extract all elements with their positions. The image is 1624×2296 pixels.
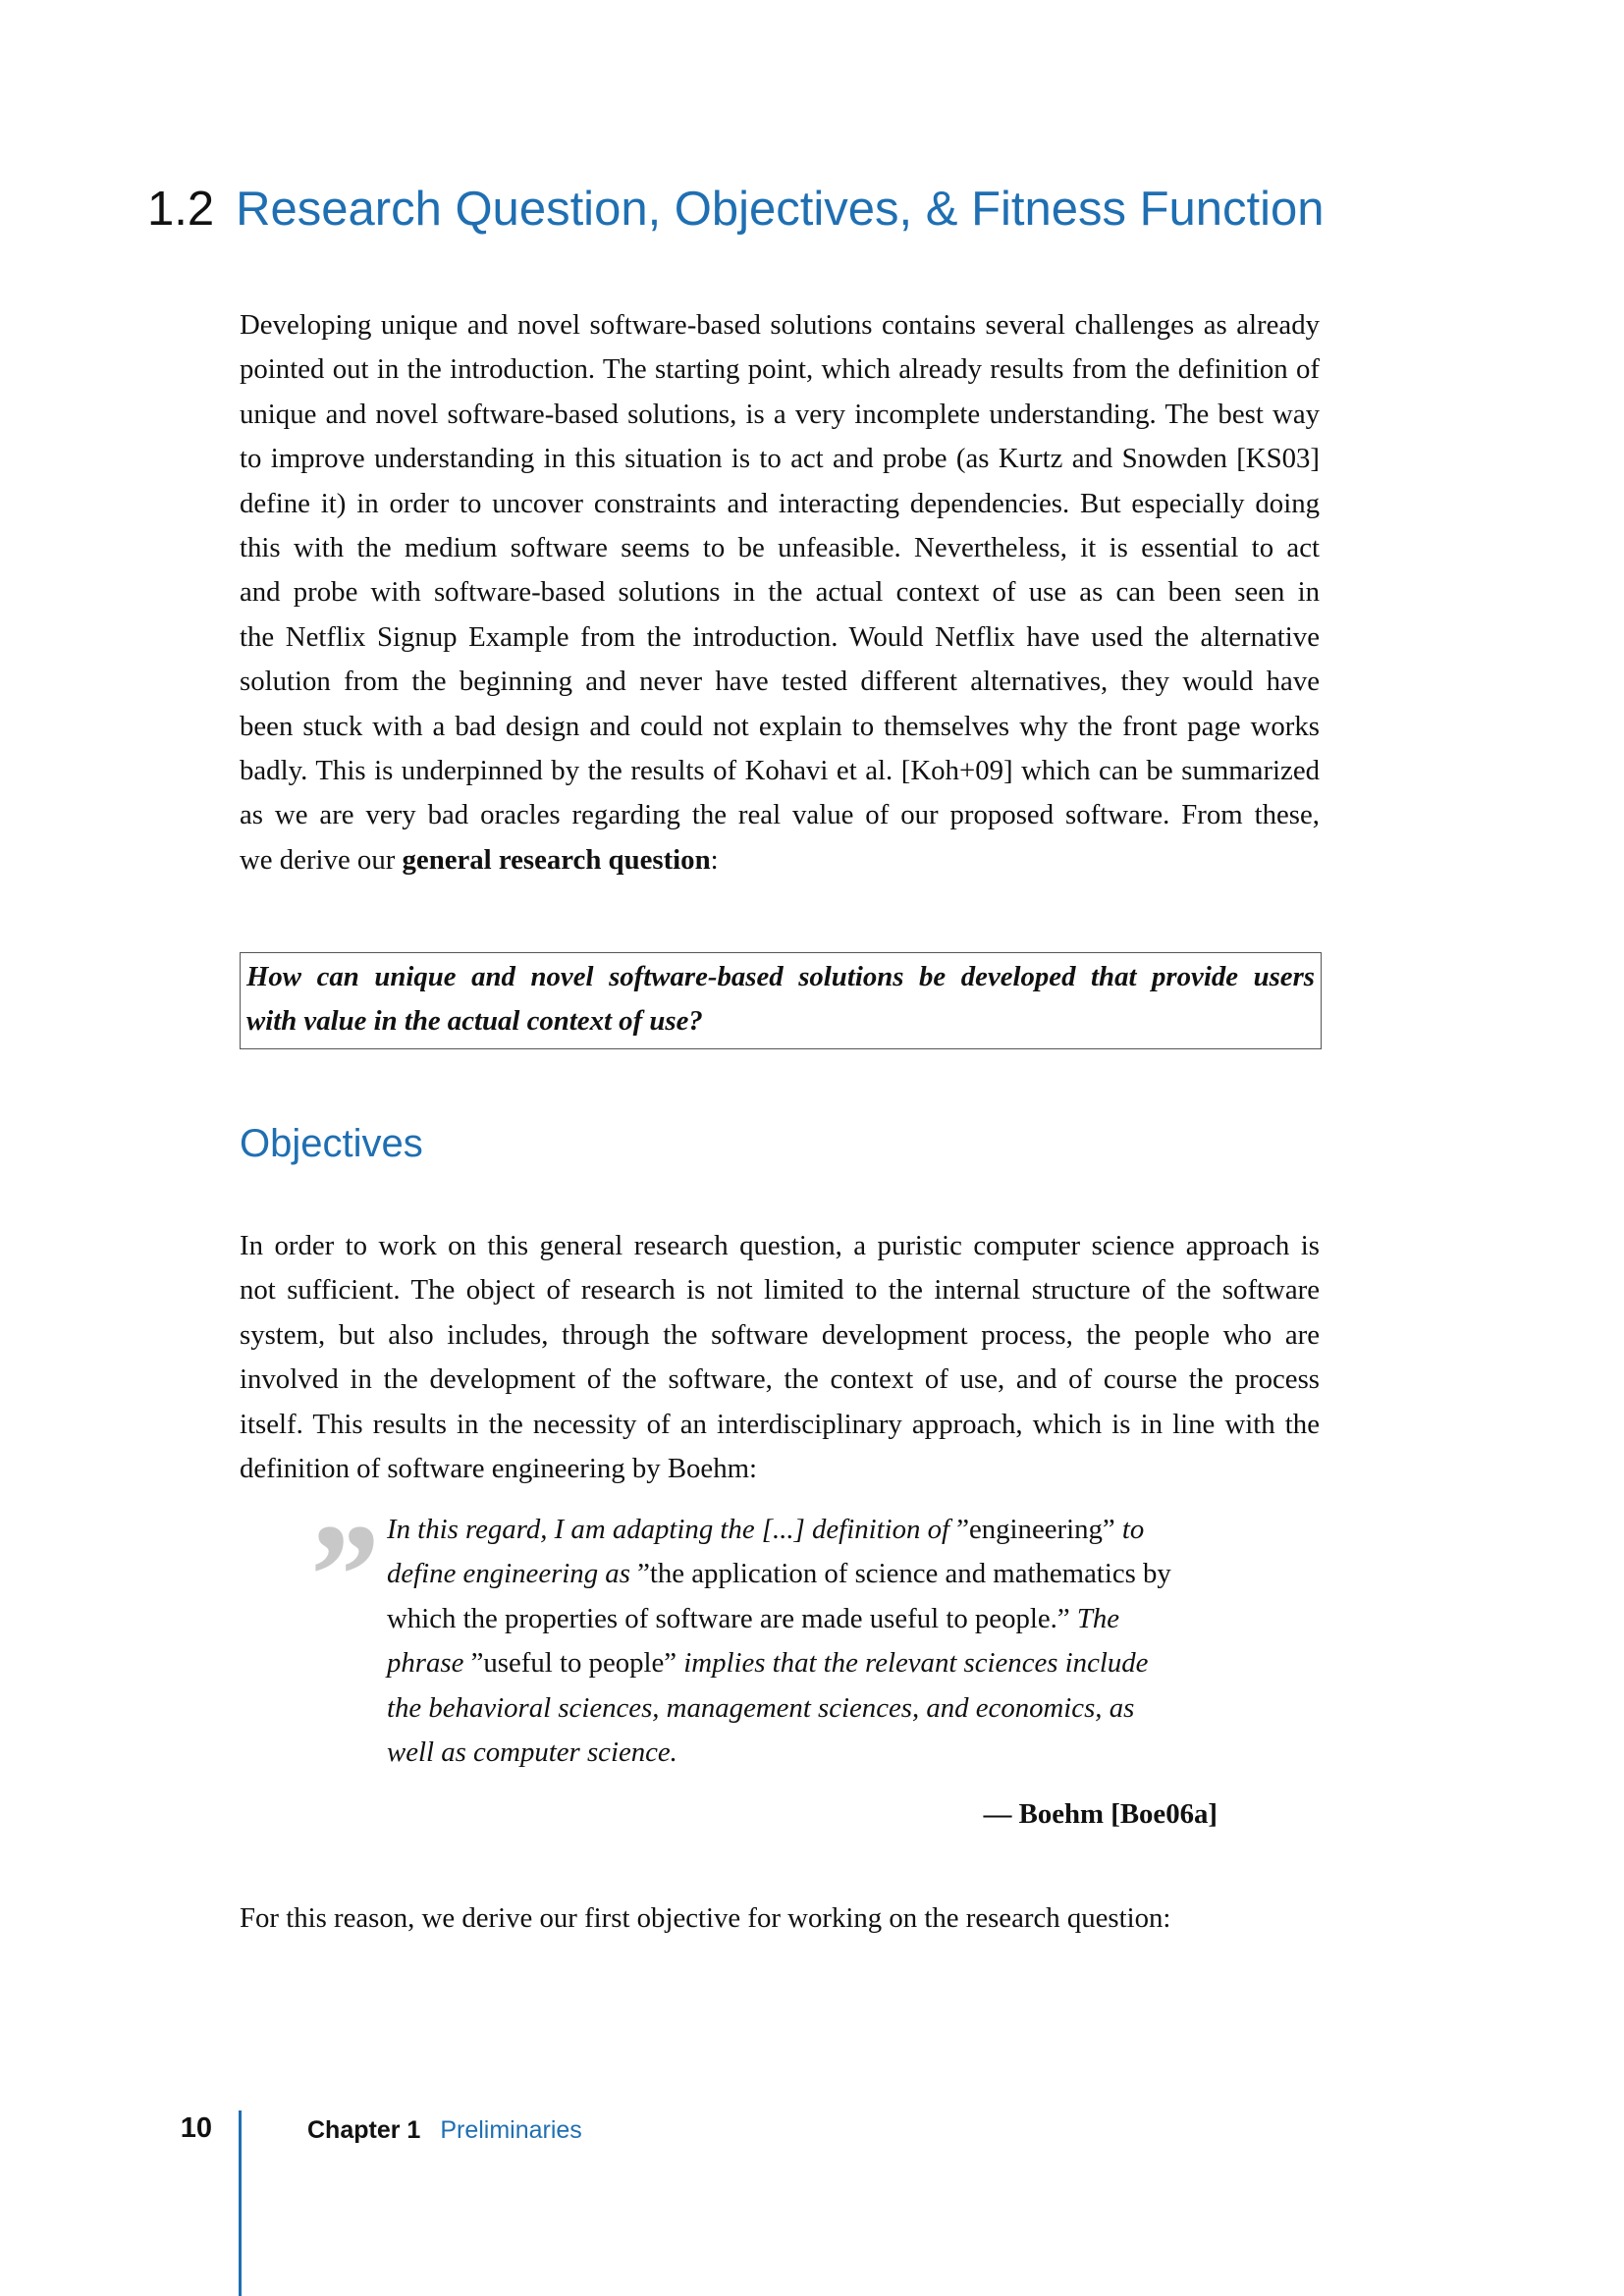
general-research-question-term: general research question [402,843,711,876]
section-title: Research Question, Objectives, & Fitness Function [236,183,1325,236]
quote-text: ”engineering” [956,1514,1122,1545]
section-heading [147,179,1325,240]
page-number: 10 [180,2112,212,2144]
quote-line [387,1686,1218,1731]
quote-line [387,1552,1218,1596]
quote-mark-icon: ” [302,1494,376,1657]
quote-text: In this regard, I am adapting the [...] definition of [387,1514,957,1545]
closing-paragraph: For this reason, we derive our first objective for working on the research question: [240,1902,1171,1934]
quote-attribution: — Boehm [Boe06a] [983,1798,1218,1830]
quote-line [387,1508,1218,1552]
paragraph-line: and probe with software-based solutions in the actual context of use as can been seen in [240,576,1320,609]
quote-text: The [1076,1602,1120,1634]
paragraph-line: to improve understanding in this situation is to act and probe (as Kurtz and Snowden [KS03] [240,443,1320,475]
paragraph-line: itself. This results in the necessity of an interdisciplinary approach, which is in line with the [240,1408,1320,1440]
quote-text: the behavioral sciences, management sciences, and economics, as [387,1691,1135,1724]
quote-line [387,1597,1218,1641]
paragraph-line: solution from the beginning and never have tested different alternatives, they would have [240,666,1320,698]
quote-text: ”the application of science and mathematics by [637,1558,1171,1590]
paragraph-line: not sufficient. The object of research is not limited to the internal structure of the software [240,1274,1320,1307]
paragraph-line: define it) in order to uncover constraints and interacting dependencies. But especially doing [240,487,1320,519]
quote-text: define engineering as [387,1558,638,1590]
quote-line [387,1641,1218,1685]
footer-rule [239,2110,242,2296]
paragraph-line: system, but also includes, through the software development process, the people who are [240,1318,1320,1351]
paragraph-text: we derive our [240,843,403,876]
boehm-quote [387,1508,1218,1775]
paragraph-line: Developing unique and novel software-based solutions contains several challenges as already [240,309,1320,341]
intro-paragraph [240,303,1320,882]
paragraph-line: badly. This is underpinned by the results of Kohavi et al. [Koh+09] which can be summarized [240,755,1320,787]
paragraph-line: this with the medium software seems to be unfeasible. Nevertheless, it is essential to act [240,532,1320,564]
paragraph-line: In order to work on this general research question, a puristic computer science approach is [240,1230,1320,1261]
paragraph-line: pointed out in the introduction. The starting point, which already results from the definition of [240,353,1320,386]
research-question-line: How can unique and novel software-based solutions be developed that provide users [246,961,1315,992]
section-number: 1.2 [147,183,215,236]
paragraph-line: the Netflix Signup Example from the introduction. Would Netflix have used the alternative [240,620,1320,653]
objectives-heading: Objectives [240,1122,423,1165]
paragraph-text: : [710,843,719,876]
objectives-paragraph [240,1224,1320,1491]
paragraph-line [240,838,1320,882]
chapter-name: Preliminaries [440,2116,582,2144]
quote-text: implies that the relevant sciences include [683,1647,1149,1680]
quote-text: ”useful to people” [470,1647,684,1680]
quote-text: phrase [387,1647,471,1680]
paragraph-line: definition of software engineering by Boehm: [240,1453,758,1485]
paragraph-line: unique and novel software-based solutions, is a very incomplete understanding. The best way [240,398,1320,430]
research-question-box [240,952,1322,1049]
research-question-line: with value in the actual context of use? [246,1005,703,1038]
quote-line [387,1731,1218,1775]
footer-chapter [307,2114,582,2146]
paragraph-line: as we are very bad oracles regarding the real value of our proposed software. From these, [240,799,1320,831]
paragraph-line: been stuck with a bad design and could not explain to themselves why the front page works [240,710,1320,742]
chapter-label: Chapter 1 [307,2116,421,2144]
quote-text: to [1121,1514,1145,1545]
paragraph-line: involved in the development of the software, the context of use, and of course the process [240,1363,1320,1396]
quote-text: which the properties of software are made useful to people.” [387,1602,1077,1634]
quote-text: well as computer science. [387,1736,677,1769]
